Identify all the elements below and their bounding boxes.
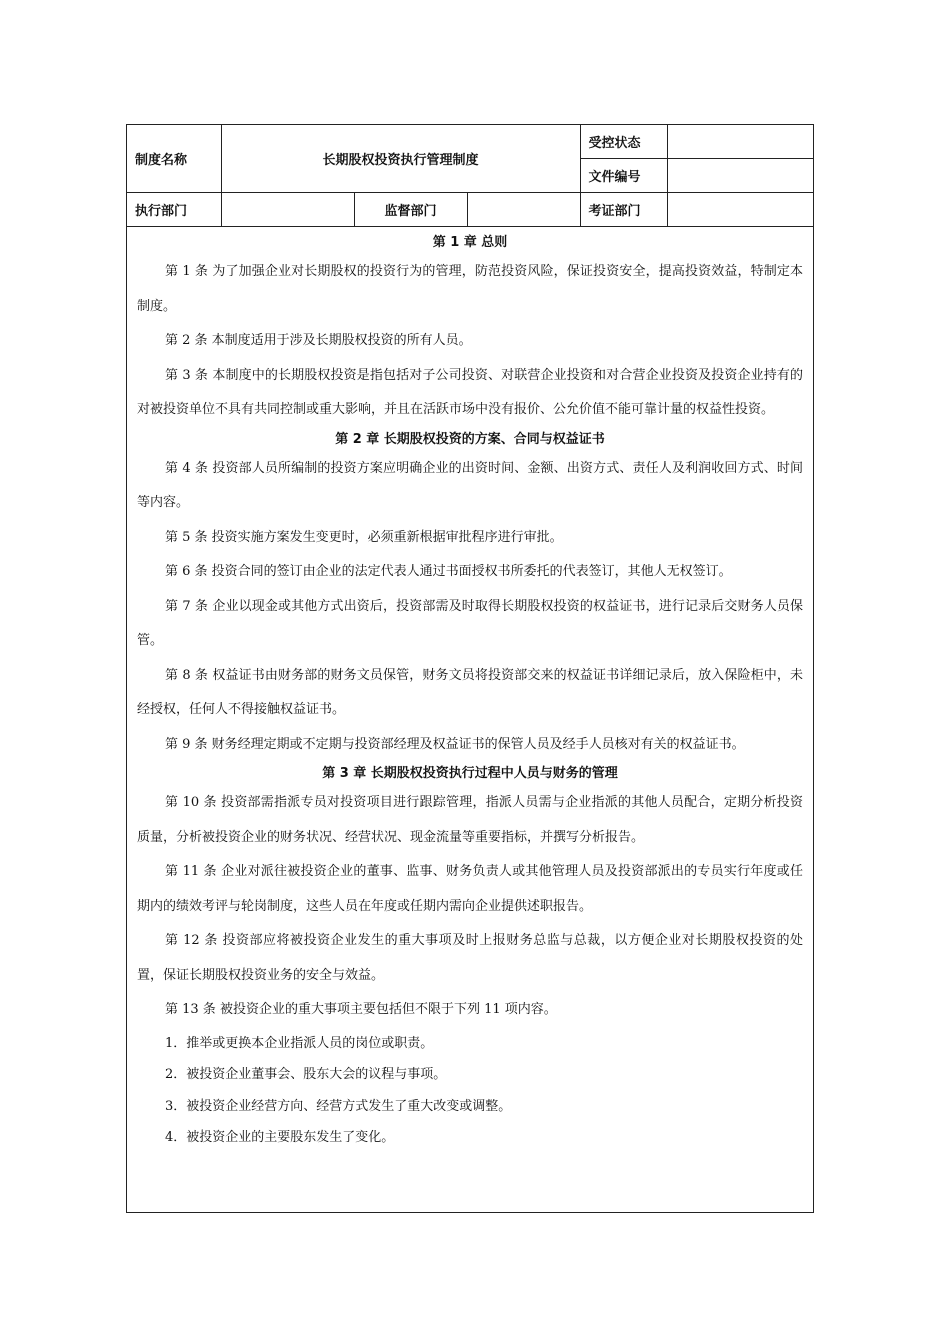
chapter-1-title: 第 1 章 总则 xyxy=(432,235,508,250)
control-status-value xyxy=(667,125,813,159)
article-2: 第 2 条 本制度适用于涉及长期股权投资的所有人员。 xyxy=(165,333,472,348)
exec-dept-value xyxy=(221,193,354,227)
list-item: 2．被投资企业董事会、股东大会的议程与事项。 xyxy=(165,1067,447,1082)
chapter-3-title: 第 3 章 长期股权投资执行过程中人员与财务的管理 xyxy=(322,766,618,781)
exec-dept-label: 执行部门 xyxy=(127,193,221,227)
document-body xyxy=(127,227,813,1154)
article-5: 第 5 条 投资实施方案发生变更时，必须重新根据审批程序进行审批。 xyxy=(165,529,563,545)
article-12: 第 12 条 投资部应将被投资企业发生的重大事项及时上报财务总监与总裁，以方便企业对长期股权投资的处置，保证长期股权投资业务的安全与效益。 xyxy=(137,933,803,983)
article-1: 第 1 条 为了加强企业对长期股权的投资行为的管理，防范投资风险，保证投资安全，提高投资效益，特制定本制度。 xyxy=(137,264,803,314)
list-item: 3．被投资企业经营方向、经营方式发生了重大改变或调整。 xyxy=(165,1098,512,1114)
article-6: 第 6 条 投资合同的签订由企业的法定代表人通过书面授权书所委托的代表签订，其他人无权签订。 xyxy=(165,564,732,579)
list-item: 4．被投资企业的主要股东发生了变化。 xyxy=(165,1130,395,1145)
doc-number-value xyxy=(667,159,813,193)
doc-number-label: 文件编号 xyxy=(580,159,667,193)
article-11: 第 11 条 企业对派往被投资企业的董事、监事、财务负责人或其他管理人员及投资部派出的专员实行年度或任期内的绩效考评与轮岗制度，这些人员在年度或任期内需向企业提供述职报告。 xyxy=(137,864,803,914)
article-9: 第 9 条 财务经理定期或不定期与投资部经理及权益证书的保管人员及经手人员核对有关的权益证书。 xyxy=(165,736,745,752)
list-item: 1．推举或更换本企业指派人员的岗位或职责。 xyxy=(165,1035,434,1051)
article-10: 第 10 条 投资部需指派专员对投资项目进行跟踪管理，指派人员需与企业指派的其他人员配合，定期分析投资质量，分析被投资企业的财务状况、经营状况、现金流量等重要指标，并撰写分析报告。 xyxy=(137,795,803,845)
article-3: 第 3 条 本制度中的长期股权投资是指包括对子公司投资、对联营企业投资和对合营企业投资及投资企业持有的对被投资单位不具有共同控制或重大影响，并且在活跃市场中没有报价、公允价值不能可靠计量的权益性投资。 xyxy=(137,367,803,417)
verify-dept-label: 考证部门 xyxy=(580,193,667,227)
regulation-document xyxy=(126,124,814,1213)
regulation-title: 长期股权投资执行管理制度 xyxy=(221,125,580,193)
control-status-label: 受控状态 xyxy=(580,125,667,159)
article-8: 第 8 条 权益证书由财务部的财务文员保管，财务文员将投资部交来的权益证书详细记录后，放入保险柜中，未经授权，任何人不得接触权益证书。 xyxy=(137,667,803,717)
article-7: 第 7 条 企业以现金或其他方式出资后，投资部需及时取得长期股权投资的权益证书，进行记录后交财务人员保管。 xyxy=(137,598,803,648)
article-4: 第 4 条 投资部人员所编制的投资方案应明确企业的出资时间、金额、出资方式、责任人及利润收回方式、时间等内容。 xyxy=(137,460,803,510)
verify-dept-value xyxy=(667,193,813,227)
supervise-dept-value xyxy=(467,193,580,227)
article-13: 第 13 条 被投资企业的重大事项主要包括但不限于下列 11 项内容。 xyxy=(165,1002,557,1017)
name-label: 制度名称 xyxy=(127,125,221,193)
chapter-2-title: 第 2 章 长期股权投资的方案、合同与权益证书 xyxy=(335,431,605,447)
header-table xyxy=(127,125,813,227)
supervise-dept-label: 监督部门 xyxy=(354,193,467,227)
